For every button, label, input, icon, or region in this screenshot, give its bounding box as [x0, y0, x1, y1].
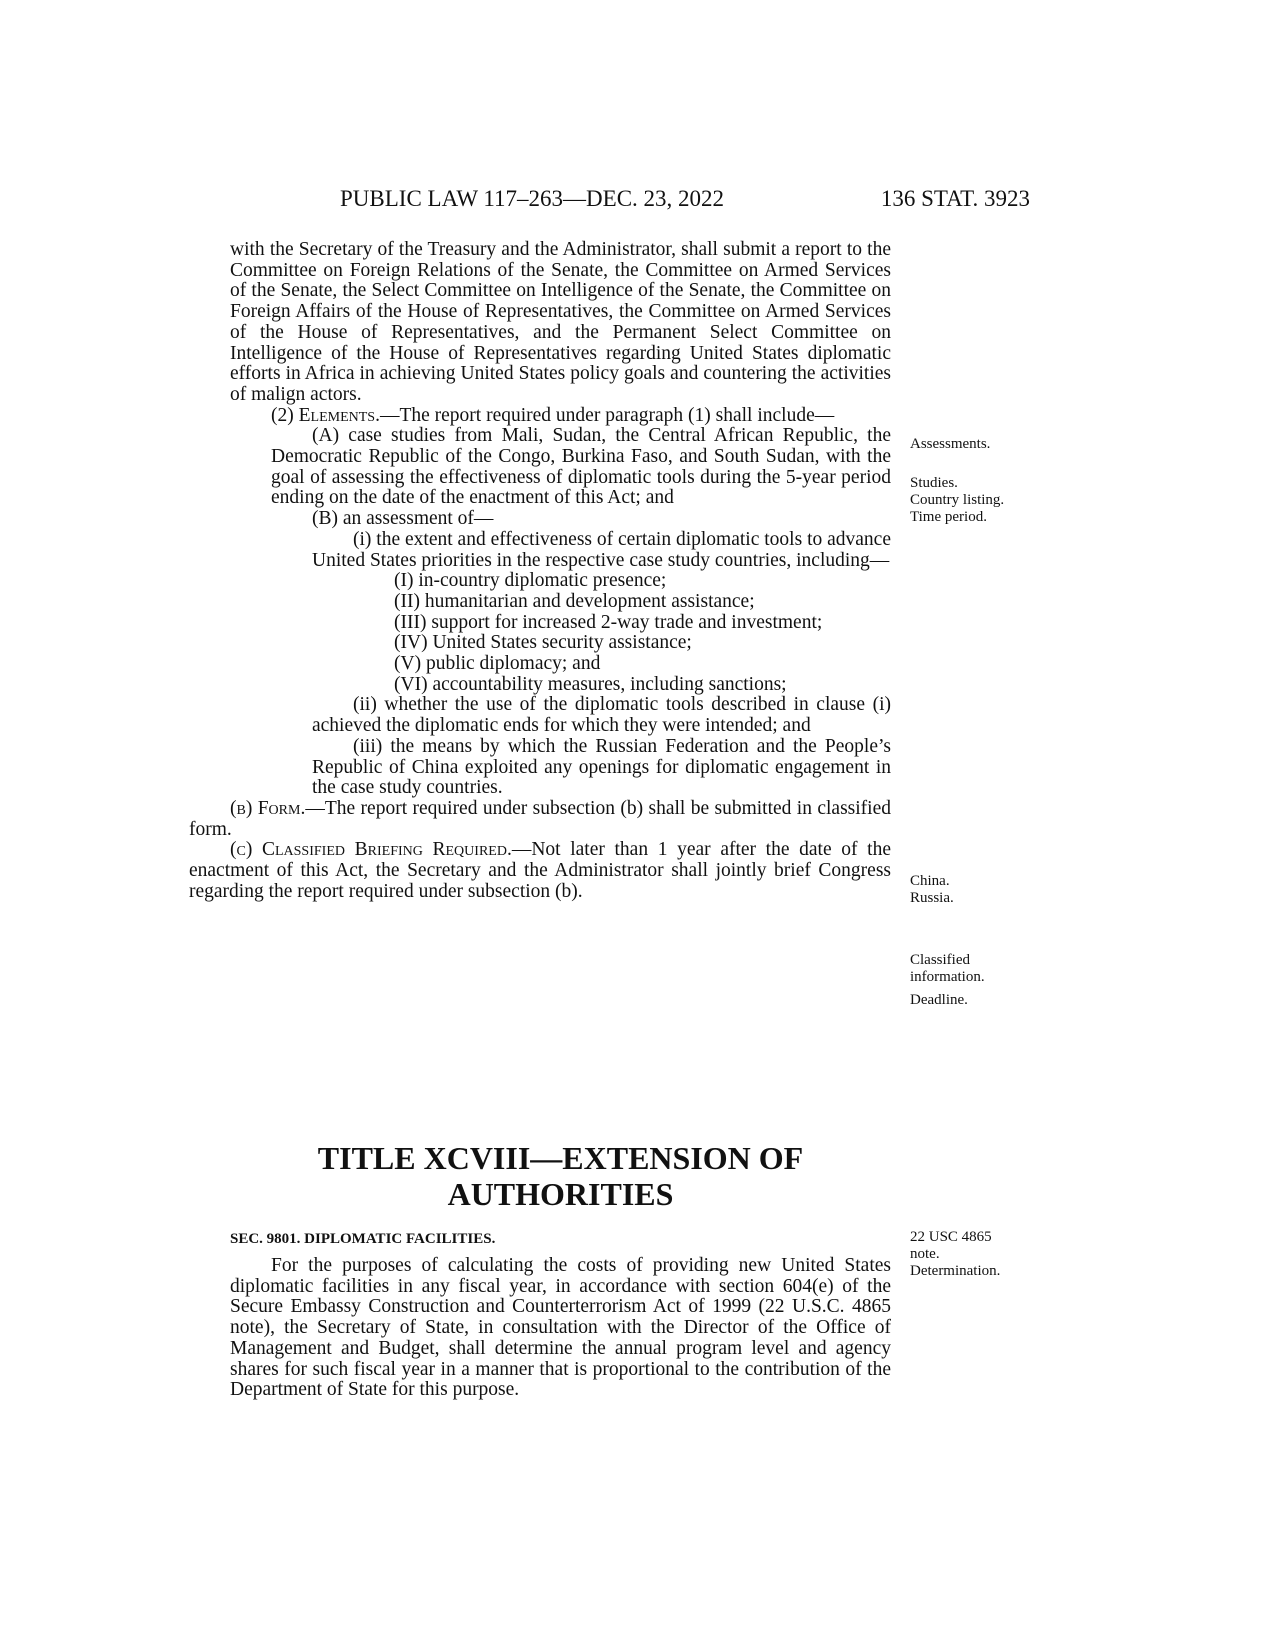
item-iii: (iii) the means by which the Russian Federation and the People’s Republic of China exploited any openings for diplomatic engagement in the case study countries. [312, 735, 891, 799]
margin-note-determination: Determination. [910, 1263, 1001, 1279]
sub-item-1: (I) in-country diplomatic presence; [394, 570, 667, 592]
section-heading: SEC. 9801. DIPLOMATIC FACILITIES. [230, 1231, 496, 1247]
sub-item-4: (IV) United States security assistance; [394, 632, 692, 654]
form-label: (b) Form. [230, 797, 306, 819]
sub-item-5: (V) public diplomacy; and [394, 653, 601, 675]
header-stat-page: 136 STAT. 3923 [880, 186, 1030, 211]
elements-paragraph [230, 406, 891, 427]
sub-item-6: (VI) accountability measures, including sanctions; [394, 673, 787, 695]
item-a: (A) case studies from Mali, Sudan, the Central African Republic, the Democratic Republic of the Congo, Burkina Faso, and South Sudan, with the goal of assessing the effectiveness of diplomatic tools during the 5-year period ending on the date of the enactment of this Act; and [271, 425, 891, 509]
title-line-1: TITLE XCVIII—EXTENSION OF [317, 1140, 804, 1176]
main-body [189, 239, 891, 903]
margin-note-studies: Studies. [910, 475, 958, 491]
margin-note-classified: Classified [910, 952, 970, 968]
item-b: (B) an assessment of— [312, 508, 494, 530]
page-header [340, 186, 1030, 216]
section-paragraph: For the purposes of calculating the costs of providing new United States diplomatic facilities in any fiscal year, in accordance with section 604(e) of the Secure Embassy Construction and Counterterrorism Act of 1999 (22 U.S.C. 4865 note), the Secretary of State, in consultation with the Director of the Office of Management and Budget, shall determine the annual program level and agency shares for such fiscal year in a manner that is proportional to the contribution of the Department of State for this purpose. [230, 1255, 891, 1401]
item-ii: (ii) whether the use of the diplomatic tools described in clause (i) achieved the diplomatic ends for which they were intended; and [312, 694, 891, 737]
title-line-2: AUTHORITIES [447, 1176, 674, 1212]
elements-label: (2) Elements. [271, 404, 380, 426]
header-title: PUBLIC LAW 117–263—DEC. 23, 2022 [340, 186, 725, 211]
margin-note-usc: 22 USC 4865 [910, 1229, 992, 1245]
form-paragraph [189, 799, 891, 840]
margin-note-assessments: Assessments. [910, 436, 991, 452]
title-heading [230, 1140, 891, 1212]
item-i: (i) the extent and effectiveness of certain diplomatic tools to advance United States priorities in the respective case study countries, including— [312, 528, 891, 571]
sub-item-3: (III) support for increased 2-way trade and investment; [394, 611, 823, 633]
form-text: —The report required under subsection (b) shall be submitted in classified form. [189, 797, 891, 840]
sub-item-2: (II) humanitarian and development assistance; [394, 590, 755, 612]
briefing-label: (c) Classified Briefing Required. [230, 839, 512, 861]
briefing-paragraph [189, 840, 891, 902]
margin-note-information: information. [910, 969, 985, 985]
margin-note-deadline: Deadline. [910, 992, 968, 1008]
margin-note-note: note. [910, 1246, 940, 1262]
elements-text: —The report required under paragraph (1) shall include— [379, 404, 835, 426]
margin-note-russia: Russia. [910, 890, 954, 906]
margin-note-china: China. [910, 873, 950, 889]
intro-paragraph: with the Secretary of the Treasury and the Administrator, shall submit a report to the Committee on Foreign Relations of the Senate, the Committee on Armed Services of the Senate, the Select Committee on Intelligence of the Senate, the Committee on Foreign Affairs of the House of Representatives, the Committee on Armed Services of the House of Representatives, and the Permanent Select Committee on Intelligence of the House of Representatives regarding United States diplomatic efforts in Africa in achieving United States policy goals and countering the activities of malign actors. [230, 239, 891, 405]
briefing-text: —Not later than 1 year after the date of the enactment of this Act, the Secretary and the Administrator shall jointly brief Congress regarding the report required under subsection (b). [189, 839, 891, 902]
margin-note-time: Time period. [910, 509, 987, 525]
margin-note-country: Country listing. [910, 492, 1005, 508]
